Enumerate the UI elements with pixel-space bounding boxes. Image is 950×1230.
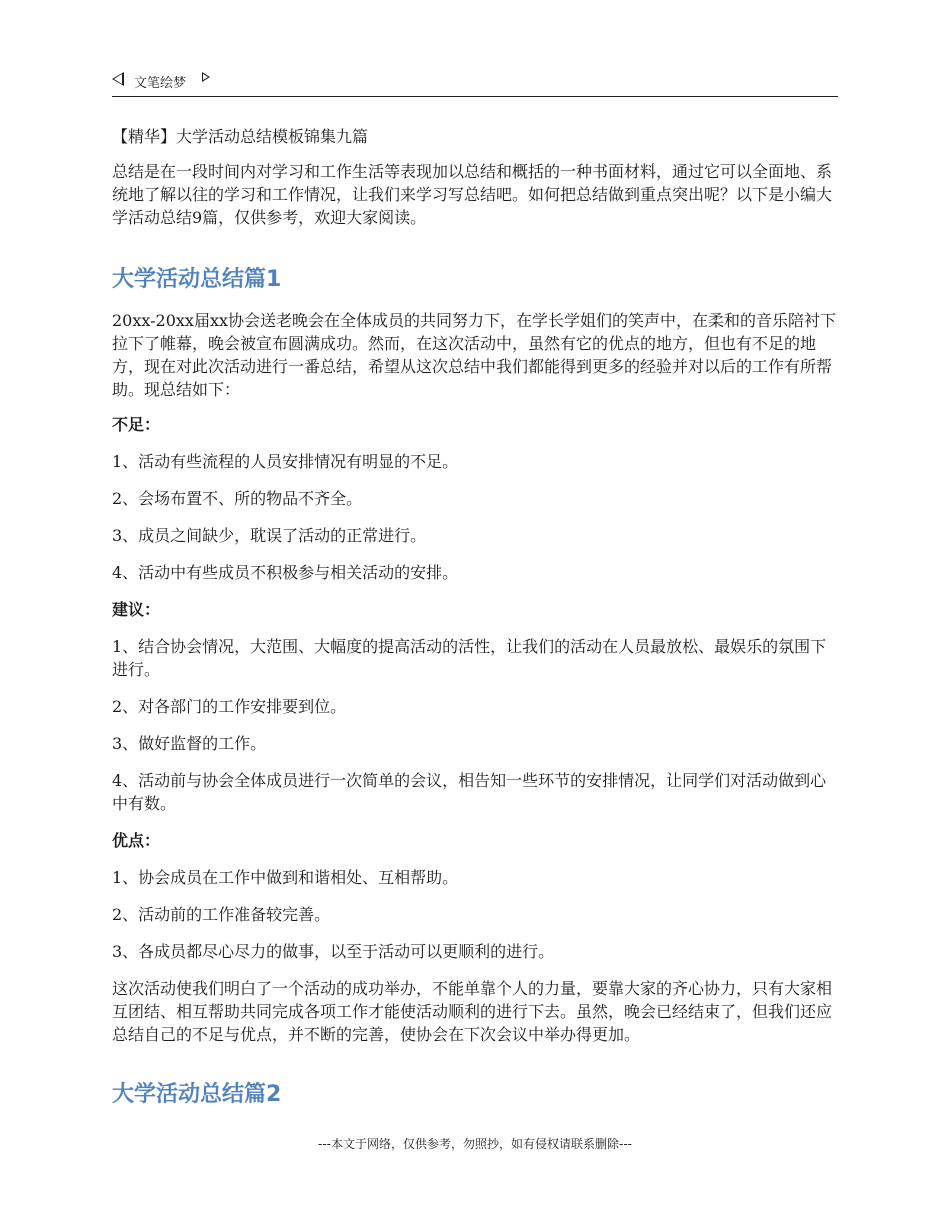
list-item: 1、活动有些流程的人员安排情况有明显的不足。 <box>112 452 459 471</box>
list-item: 2、会场布置不、所的物品不齐全。 <box>112 489 363 508</box>
list-item: 2、活动前的工作准备较完善。 <box>112 905 331 924</box>
document-title: 【精华】大学活动总结模板锦集九篇 <box>112 127 369 146</box>
section1-opening: 20xx-20xx届xx协会送老晚会在全体成员的共同努力下，在学长学姐们的笑声中，在柔和的音乐陪衬下拉下了帷幕，晚会被宣布圆满成功。然而，在这次活动中，虽然有它的优点的地方，但也有不足的地方，现在对此次活动进行一番总结，希望从这次总结中我们都能得到更多的经验并对以后的工作有所帮助。现总结如下： <box>112 311 836 399</box>
list-item: 3、各成员都尽心尽力的做事，以至于活动可以更顺利的进行。 <box>112 942 555 961</box>
triangle-left-icon <box>112 72 124 86</box>
list-item: 3、成员之间缺少，耽误了活动的正常进行。 <box>112 526 427 545</box>
list-item: 3、做好监督的工作。 <box>112 734 267 753</box>
list-item: 1、结合协会情况，大范围、大幅度的提高活动的活性，让我们的活动在人员最放松、最娱乐的氛围下进行。 <box>112 637 827 679</box>
page-footer: ---本文于网络，仅供参考，勿照抄，如有侵权请联系删除--- <box>318 1137 632 1151</box>
list-item: 4、活动前与协会全体成员进行一次简单的会议，相告知一些环节的安排情况，让同学们对活动做到心中有数。 <box>112 771 827 813</box>
list-item: 1、协会成员在工作中做到和谐相处、互相帮助。 <box>112 868 459 887</box>
section-heading-2: 大学活动总结篇2 <box>112 1082 282 1107</box>
page-header <box>112 70 838 97</box>
shortcomings-label: 不足： <box>112 415 161 434</box>
section-heading-1: 大学活动总结篇1 <box>112 267 282 292</box>
suggestions-label: 建议： <box>112 600 161 619</box>
list-item: 2、对各部门的工作安排要到位。 <box>112 697 347 716</box>
document-body <box>112 125 842 1110</box>
intro-paragraph: 总结是在一段时间内对学习和工作生活等表现加以总结和概括的一种书面材料，通过它可以全面地、系统地了解以往的学习和工作情况，让我们来学习写总结吧。如何把总结做到重点突出呢？以下是小编大学活动总结9篇，仅供参考，欢迎大家阅读。 <box>112 162 833 227</box>
strengths-label: 优点： <box>112 831 161 850</box>
header-brand: 文笔绘梦 <box>134 76 187 91</box>
list-item: 4、活动中有些成员不积极参与相关活动的安排。 <box>112 563 459 582</box>
section1-closing: 这次活动使我们明白了一个活动的成功举办，不能单靠个人的力量，要靠大家的齐心协力，只有大家相互团结、相互帮助共同完成各项工作才能使活动顺利的进行下去。虽然，晚会已经结束了，但我们还应总结自己的不足与优点，并不断的完善，使协会在下次会议中举办得更加。 <box>112 979 833 1044</box>
triangle-right-icon <box>202 72 210 82</box>
